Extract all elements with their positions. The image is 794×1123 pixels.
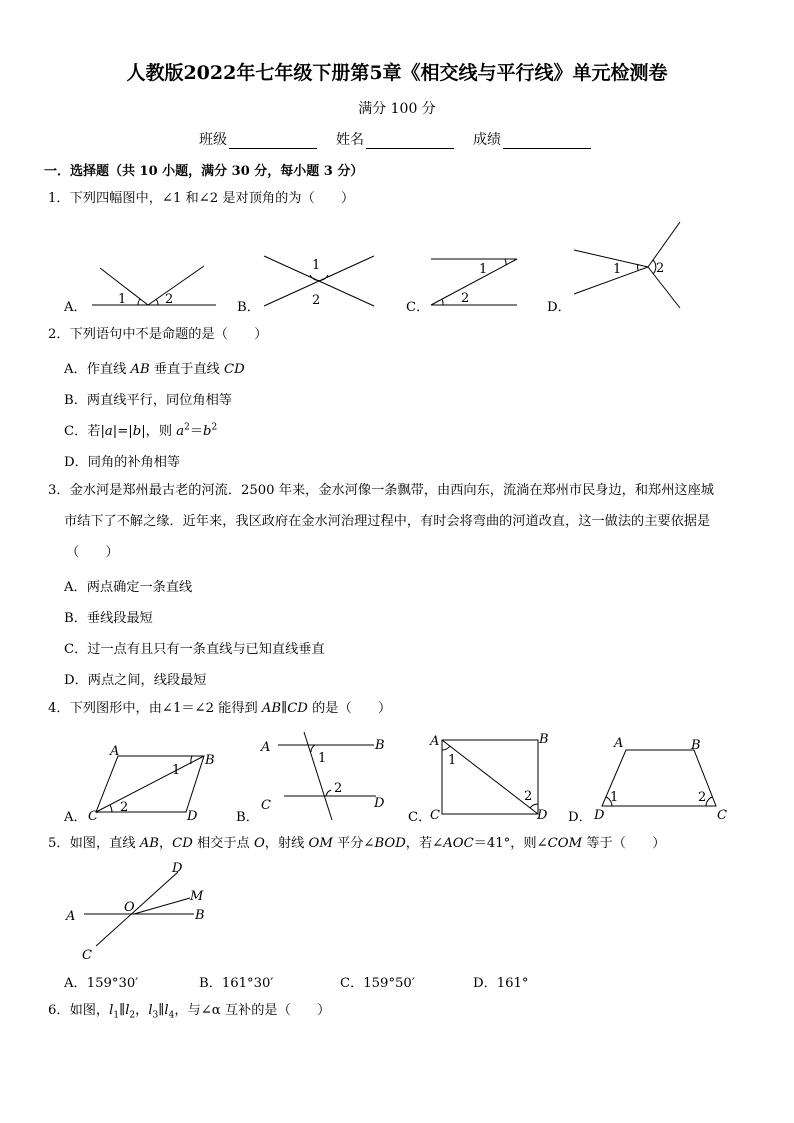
q1a-angle-2: 2	[165, 292, 174, 307]
q1-figure-c	[425, 255, 521, 311]
section-title: 一．选择题（共 10 小题，满分 30 分，每小题 3 分）	[44, 164, 364, 179]
svg-text:1: 1	[610, 790, 619, 805]
q1-figure-b	[260, 250, 380, 312]
q3-line-1: 3．金水河是郑州最古老的河流．2500 年来，金水河像一条飘带，由西向东，流淌在郑州市民身边，和郑州这座城	[48, 483, 714, 498]
svg-text:A: A	[66, 909, 76, 924]
q5-option-b[interactable]: B．161°30′	[199, 976, 274, 991]
q1-stem: 1．下列四幅图中，∠1 和∠2 是对顶角的为（ ）	[48, 191, 355, 206]
q2-option-b[interactable]: B．两直线平行，同位角相等	[64, 393, 232, 408]
q1-figure-d	[568, 220, 688, 312]
q5-option-a[interactable]: A．159°30′	[64, 976, 139, 991]
svg-text:2: 2	[698, 790, 707, 805]
q4-option-c-label[interactable]: C．	[408, 810, 432, 825]
svg-text:C: C	[261, 798, 271, 813]
svg-text:C: C	[88, 809, 98, 822]
q1-figure-a	[88, 258, 218, 312]
q1d-angle-1: 1	[613, 262, 622, 277]
q1c-angle-2: 2	[461, 291, 470, 306]
q5-option-d[interactable]: D．161°	[473, 976, 529, 991]
q4-figure-c	[426, 730, 556, 822]
q5-option-c[interactable]: C．159°50′	[340, 976, 415, 991]
q2-stem: 2．下列语句中不是命题的是（ ）	[48, 327, 268, 342]
svg-text:2: 2	[524, 789, 533, 804]
svg-text:O: O	[124, 900, 135, 915]
svg-text:D: D	[594, 808, 605, 822]
q1-option-a-label[interactable]: A．	[64, 300, 87, 315]
svg-text:C: C	[430, 808, 440, 822]
svg-text:A: A	[110, 744, 120, 759]
class-blank[interactable]	[229, 134, 317, 149]
q4-figure-a	[86, 744, 222, 822]
q4-option-d-label[interactable]: D．	[568, 810, 592, 825]
q3-option-c[interactable]: C．过一点有且只有一条直线与已知直线垂直	[64, 642, 325, 657]
name-label: 姓名	[336, 132, 364, 148]
q4-figure-d	[590, 732, 738, 822]
q1b-angle-2: 2	[312, 293, 321, 308]
score-field[interactable]	[473, 129, 591, 149]
svg-text:A: A	[614, 736, 624, 751]
name-blank[interactable]	[366, 134, 454, 149]
q3-option-b[interactable]: B．垂线段最短	[64, 611, 153, 626]
q5-stem: 5．如图，直线 AB，CD 相交于点 O，射线 OM 平分∠BOD，若∠AOC＝41°，则∠COM 等于（ ）	[48, 836, 666, 851]
q5-figure	[62, 858, 222, 964]
score-label: 成绩	[473, 132, 501, 148]
svg-text:1: 1	[448, 753, 457, 768]
q2-option-a[interactable]: A．作直线 AB 垂直于直线 CD	[64, 362, 245, 377]
q3-option-d[interactable]: D．两点之间，线段最短	[64, 673, 207, 688]
svg-text:M: M	[190, 889, 204, 904]
svg-text:D: D	[172, 861, 183, 876]
name-field[interactable]	[336, 129, 454, 149]
svg-text:B: B	[375, 738, 385, 753]
score-blank[interactable]	[503, 134, 591, 149]
svg-text:2: 2	[334, 781, 343, 796]
q1c-angle-1: 1	[479, 262, 488, 277]
svg-text:B: B	[205, 753, 215, 768]
svg-text:D: D	[537, 808, 548, 822]
svg-text:D: D	[374, 796, 385, 811]
svg-text:1: 1	[318, 751, 327, 766]
q4-option-a-label[interactable]: A．	[64, 810, 87, 825]
svg-text:B: B	[539, 732, 549, 747]
svg-text:C: C	[717, 808, 727, 822]
full-score: 满分 100 分	[358, 101, 436, 117]
q1a-angle-1: 1	[118, 292, 127, 307]
svg-text:A: A	[261, 740, 271, 755]
q3-line-2: 市结下了不解之缘．近年来，我区政府在金水河治理过程中，有时会将弯曲的河道改直，这一做法的主要依据是	[64, 514, 711, 529]
q1-option-d-label[interactable]: D．	[547, 300, 571, 315]
svg-text:A: A	[430, 734, 440, 749]
q4-figure-b	[258, 730, 398, 822]
q4-stem: 4．下列图形中，由∠1＝∠2 能得到 AB∥CD 的是（ ）	[48, 701, 392, 716]
q1d-angle-2: 2	[656, 261, 665, 276]
q3-line-3: （ ）	[66, 545, 119, 560]
q3-option-a[interactable]: A．两点确定一条直线	[64, 580, 193, 595]
svg-text:1: 1	[172, 763, 181, 778]
q4-option-b-label[interactable]: B．	[236, 810, 259, 825]
q1-option-c-label[interactable]: C．	[406, 300, 430, 315]
q2-option-d[interactable]: D．同角的补角相等	[64, 455, 181, 470]
svg-text:B: B	[195, 908, 205, 923]
svg-text:B: B	[691, 738, 701, 753]
page-title: 人教版2022年七年级下册第5章《相交线与平行线》单元检测卷	[126, 62, 668, 84]
svg-text:D: D	[187, 809, 198, 822]
svg-text:2: 2	[120, 800, 129, 815]
q2-option-c[interactable]: C．若|a|=|b|，则 $a^2=b^2$	[64, 422, 218, 439]
q1-option-b-label[interactable]: B．	[237, 300, 260, 315]
class-field[interactable]	[199, 129, 317, 149]
q6-stem: 6．如图，$l_1\parallel l_2$，$l_3\parallel l_4$，与∠α 互补的是（ ）	[48, 1003, 331, 1021]
class-label: 班级	[199, 132, 227, 148]
svg-text:C: C	[82, 948, 92, 963]
q1b-angle-1: 1	[312, 258, 321, 273]
